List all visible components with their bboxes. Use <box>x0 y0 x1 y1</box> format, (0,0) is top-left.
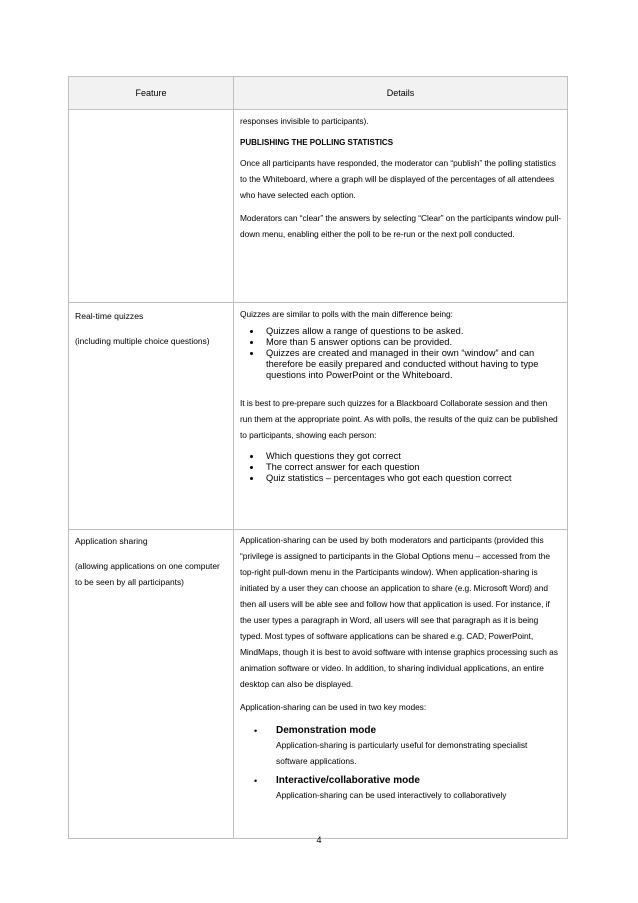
table-row <box>69 110 568 303</box>
modes-list <box>240 725 561 803</box>
header-feature: Feature <box>69 77 234 110</box>
section-heading: PUBLISHING THE POLLING STATISTICS <box>240 138 394 147</box>
list-item: • Quizzes are created and managed in their own “window” and can therefore be easily prepared and conducted without having to type questions into PowerPoint or the Whiteboard. <box>262 348 561 381</box>
feature-cell <box>69 530 234 839</box>
continued-text: responses invisible to participants). <box>240 116 369 126</box>
header-details: Details <box>234 77 568 110</box>
table-header-row <box>69 77 568 110</box>
details-cell <box>234 110 568 303</box>
list-item: • More than 5 answer options can be provided. <box>262 337 561 348</box>
feature-subtitle: (allowing applications on one computer to be seen by all participants) <box>75 561 220 587</box>
mode-title: Demonstration mode <box>276 725 377 736</box>
table-row <box>69 303 568 530</box>
paragraph: Once all participants have responded, the moderator can “publish” the polling statistics to the Whiteboard, where a graph will be displayed of the percentages of all attendees who have selected each option. <box>240 158 556 200</box>
list-item: • Quizzes allow a range of questions to be asked. <box>262 326 561 337</box>
paragraph: It is best to pre-prepare such quizzes for a Blackboard Collaborate session and then run them at the appropriate point. As with polls, the results of the quiz can be published to participants, showing each person: <box>240 398 558 440</box>
list-item: • Quiz statistics – percentages who got each question correct <box>262 473 561 484</box>
table-row <box>69 530 568 839</box>
details-cell <box>234 303 568 530</box>
page-number: 4 <box>316 835 322 845</box>
list-item <box>240 725 561 769</box>
feature-title: Real-time quizzes <box>75 311 144 321</box>
paragraph: Application-sharing can be used by both moderators and participants (provided this “privilege is assigned to participants in the Global Options menu – accessed from the top-right pull-down menu in the Participants window). When application-sharing is initiated by a user they can choose an application to share (e.g. Microsoft Word) and then all users will be able see and follow how that application is used. For instance, if the user types a paragraph in Word, all users will see that paragraph as it is being typed. Most types of software applications can be shared e.g. CAD, PowerPoint, MindMaps, though it is best to avoid software with intense graphics processing such as animation software or video. In addition, to sharing individual applications, an entire desktop can also be displayed. <box>240 535 558 689</box>
list-item: • Which questions they got correct <box>262 451 561 462</box>
bullet-list <box>240 326 561 381</box>
feature-cell-empty <box>69 110 234 303</box>
mode-description: Application-sharing is particularly useful for demonstrating specialist software applications. <box>276 740 528 766</box>
bullet-icon: • <box>254 726 258 736</box>
details-cell <box>234 530 568 839</box>
list-item <box>240 775 561 803</box>
paragraph: Quizzes are similar to polls with the main difference being: <box>240 309 453 319</box>
feature-subtitle: (including multiple choice questions) <box>75 336 210 346</box>
paragraph: Moderators can “clear” the answers by selecting “Clear” on the participants window pull-down menu, enabling either the poll to be re-run or the next poll conducted. <box>240 213 561 239</box>
bullet-list <box>240 451 561 484</box>
features-table <box>68 76 568 839</box>
feature-title: Application sharing <box>75 536 148 546</box>
paragraph: Application-sharing can be used in two key modes: <box>240 702 427 712</box>
list-item: • The correct answer for each question <box>262 462 561 473</box>
bullet-icon: • <box>254 776 258 786</box>
feature-cell <box>69 303 234 530</box>
mode-title: Interactive/collaborative mode <box>276 775 420 786</box>
mode-description: Application-sharing can be used interactively to collaboratively <box>276 790 507 800</box>
